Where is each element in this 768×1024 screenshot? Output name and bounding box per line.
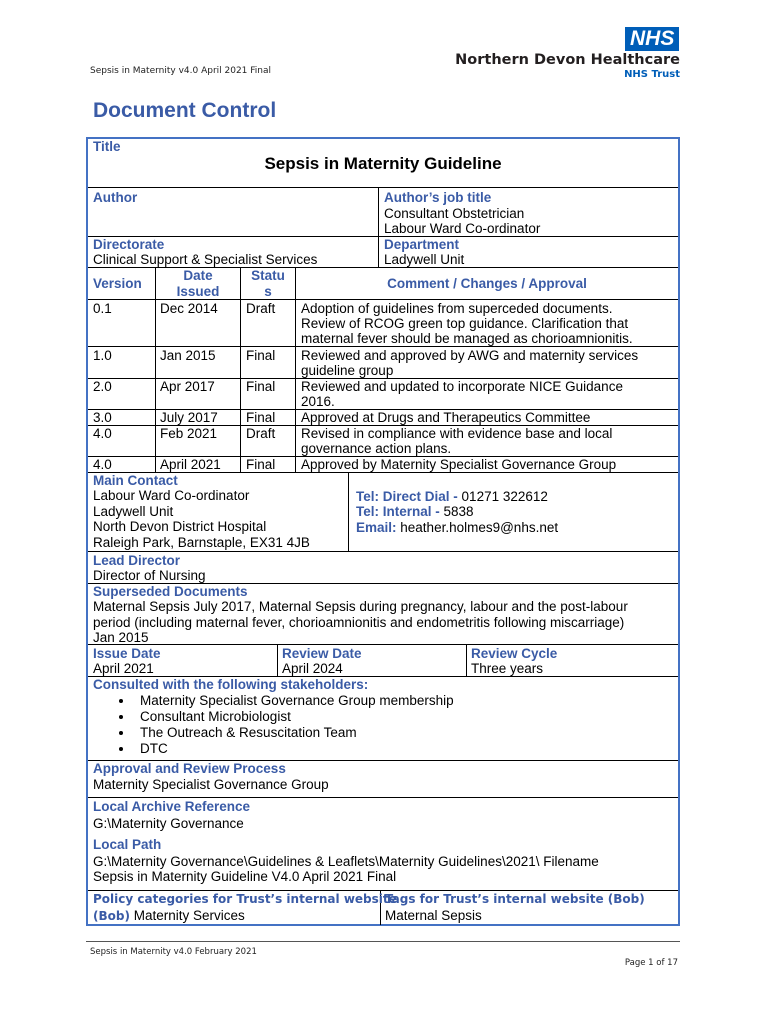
version-cell: 4.0: [93, 457, 112, 472]
comment-line: 2016.: [301, 394, 335, 409]
rule: [88, 551, 678, 552]
page-number: Page 1 of 17: [624, 958, 678, 968]
comment-line: Review of RCOG green top guidance. Clarification that: [301, 316, 629, 331]
comment-line: Reviewed and approved by AWG and maternity services: [301, 348, 639, 363]
status-cell: Final: [246, 379, 276, 394]
footer-rule: [86, 941, 680, 942]
version-cell: 3.0: [93, 410, 112, 425]
direct-dial: [356, 489, 548, 505]
author-label: Author: [93, 190, 138, 205]
date-cell: Feb 2021: [160, 426, 218, 441]
status-cell: Draft: [246, 426, 276, 441]
rule: [466, 644, 467, 676]
title-label: Title: [93, 139, 121, 154]
version-header: Version: [93, 276, 142, 291]
email-value[interactable]: heather.holmes9@nhs.net: [400, 520, 559, 535]
comment-line: Approved at Drugs and Therapeutics Committee: [301, 410, 591, 425]
comment-header: Comment / Changes / Approval: [387, 276, 587, 291]
rule: [88, 299, 678, 300]
directorate-value: Clinical Support & Specialist Services: [93, 252, 318, 267]
org-name: Northern Devon Healthcare: [455, 52, 680, 68]
nhs-logo: NHS: [625, 27, 679, 51]
review-date-value: April 2024: [282, 661, 343, 676]
comment-line: Reviewed and updated to incorporate NICE Guidance: [301, 379, 623, 394]
superseded-line: Maternal Sepsis July 2017, Maternal Sepsis during pregnancy, labour and the post-labour: [93, 599, 628, 614]
local-path-label: Local Path: [93, 837, 162, 852]
approval-label: Approval and Review Process: [93, 761, 286, 776]
local-path-line: G:\Maternity Governance\Guidelines & Leaflets\Maternity Guidelines\2021\ Filename: [93, 854, 599, 869]
internal-tel: [356, 504, 474, 520]
archive-value: G:\Maternity Governance: [93, 816, 244, 831]
policy-categories-row: [93, 908, 245, 923]
date-cell: Apr 2017: [160, 379, 215, 394]
footer-doc-ref: Sepsis in Maternity v4.0 February 2021: [90, 947, 257, 957]
header-doc-ref: Sepsis in Maternity v4.0 April 2021 Final: [90, 66, 272, 76]
job-title-line: Consultant Obstetrician: [384, 206, 525, 221]
email: [356, 520, 558, 536]
date-cell: Dec 2014: [160, 301, 218, 316]
list-item: • DTC: [134, 741, 678, 757]
version-cell: 2.0: [93, 379, 112, 394]
review-date-label: Review Date: [282, 646, 362, 661]
archive-label: Local Archive Reference: [93, 799, 251, 814]
document-title: Sepsis in Maternity Guideline: [264, 154, 502, 173]
local-path-line: Sepsis in Maternity Guideline V4.0 April 2021 Final: [93, 869, 397, 884]
comment-line: governance action plans.: [301, 441, 452, 456]
contact-address-line: North Devon District Hospital: [93, 519, 267, 534]
list-item: • Consultant Microbiologist: [134, 709, 678, 725]
comment-line: Revised in compliance with evidence base and local: [301, 426, 613, 441]
comment-line: Approved by Maternity Specialist Governance Group: [301, 457, 617, 472]
date-header: Date: [183, 268, 213, 283]
date-cell: Jan 2015: [160, 348, 216, 363]
rule: [88, 797, 678, 798]
list-item: • The Outreach & Resuscitation Team: [134, 725, 678, 741]
rule: [88, 644, 678, 645]
status-cell: Final: [246, 457, 276, 472]
stakeholders-list: [88, 693, 678, 757]
job-title-line: Labour Ward Co-ordinator: [384, 221, 541, 236]
job-title-label: Author’s job title: [384, 190, 492, 205]
policy-categories-label-2: (Bob): [93, 909, 130, 923]
version-cell: 0.1: [93, 301, 112, 316]
status-cell: Final: [246, 348, 276, 363]
comment-line: maternal fever should be managed as chorioamnionitis.: [301, 331, 633, 346]
review-cycle-label: Review Cycle: [471, 646, 558, 661]
review-cycle-value: Three years: [471, 661, 544, 676]
policy-categories-value: Maternity Services: [133, 908, 245, 923]
issue-date-label: Issue Date: [93, 646, 161, 661]
status-header: s: [264, 284, 272, 299]
department-label: Department: [384, 237, 460, 252]
direct-dial-value: 01271 322612: [461, 489, 548, 504]
superseded-label: Superseded Documents: [93, 584, 248, 599]
tags-value: Maternal Sepsis: [385, 908, 482, 923]
date-header: Issued: [176, 284, 220, 299]
rule: [88, 236, 678, 237]
email-label: Email:: [356, 520, 397, 535]
rule: [348, 472, 349, 551]
version-cell: 4.0: [93, 426, 112, 441]
policy-categories-label: Policy categories for Trust’s internal website: [93, 892, 397, 906]
version-cell: 1.0: [93, 348, 112, 363]
superseded-line: Jan 2015: [93, 630, 149, 645]
status-cell: Draft: [246, 301, 276, 316]
page-title: Document Control: [93, 99, 277, 122]
department-value: Ladywell Unit: [384, 252, 465, 267]
comment-line: Adoption of guidelines from superceded documents.: [301, 301, 613, 316]
rule: [295, 267, 296, 472]
contact-address-line: Ladywell Unit: [93, 504, 174, 519]
contact-address-line: Raleigh Park, Barnstaple, EX31 4JB: [93, 535, 310, 550]
status-header: Statu: [251, 268, 285, 283]
contact-address-line: Labour Ward Co-ordinator: [93, 488, 250, 503]
main-contact-label: Main Contact: [93, 473, 178, 488]
tags-label: Tags for Trust’s internal website (Bob): [385, 892, 645, 906]
org-sub: NHS Trust: [624, 69, 680, 80]
rule: [378, 187, 379, 267]
comment-line: guideline group: [301, 363, 394, 378]
directorate-label: Directorate: [93, 237, 165, 252]
issue-date-value: April 2021: [93, 661, 154, 676]
date-cell: July 2017: [160, 410, 218, 425]
status-cell: Final: [246, 410, 276, 425]
stakeholders-label: Consulted with the following stakeholders:: [93, 677, 369, 692]
approval-value: Maternity Specialist Governance Group: [93, 777, 329, 792]
rule: [88, 187, 678, 188]
rule: [277, 644, 278, 676]
direct-dial-label: Tel: Direct Dial -: [356, 489, 458, 504]
internal-value: 5838: [443, 504, 474, 519]
superseded-line: period (including maternal fever, chorioamnionitis and endometritis following miscarriage): [93, 615, 625, 630]
internal-label: Tel: Internal -: [356, 504, 440, 519]
rule: [88, 890, 678, 891]
date-cell: April 2021: [160, 457, 221, 472]
list-item: • Maternity Specialist Governance Group membership: [134, 693, 678, 709]
lead-director-value: Director of Nursing: [93, 568, 206, 583]
lead-director-label: Lead Director: [93, 553, 181, 568]
